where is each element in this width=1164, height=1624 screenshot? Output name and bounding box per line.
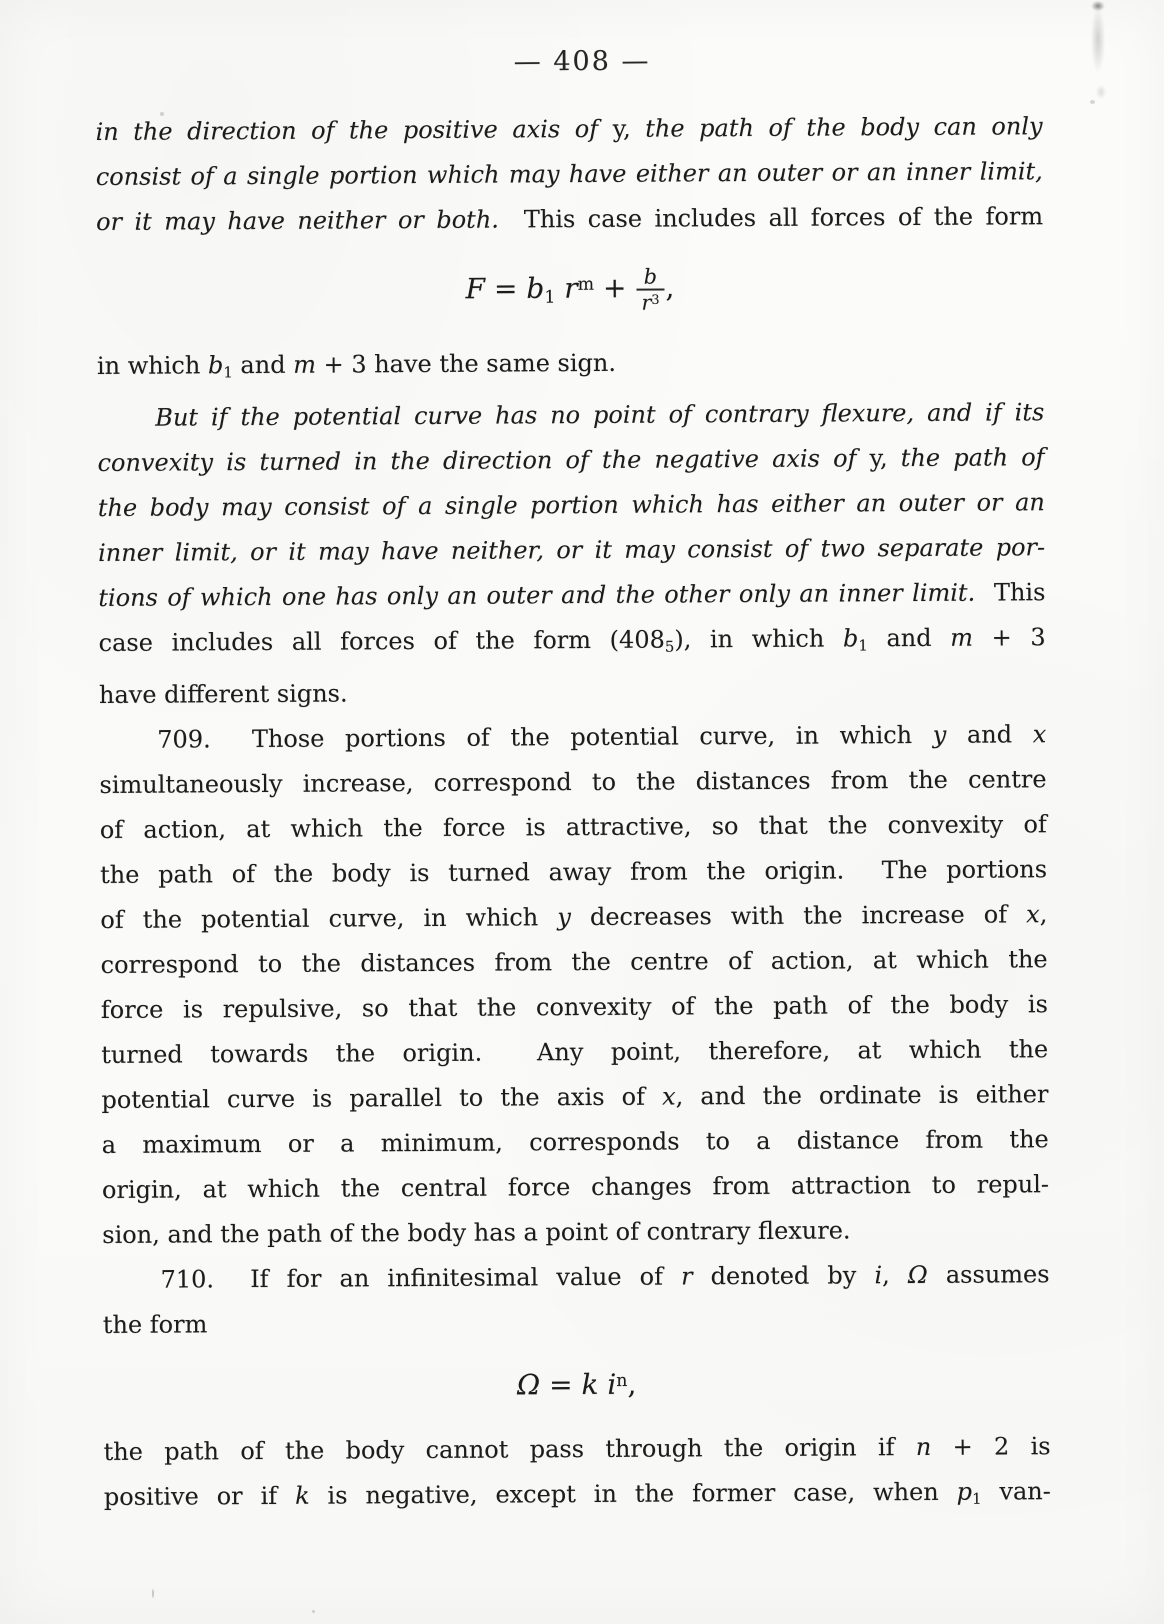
text-segment: i <box>874 1261 883 1290</box>
text-segment: x <box>1032 720 1047 749</box>
text-segment: This case includes all forces of the form <box>498 202 1044 234</box>
text-segment: tions of which one has only an outer and the other only an inner limit. <box>98 578 976 612</box>
text-line <box>102 1207 1049 1258</box>
text-segment: Ω <box>907 1260 928 1290</box>
text-segment: k <box>581 1367 599 1402</box>
paragraph <box>99 712 1049 1258</box>
text-segment: , <box>627 1367 637 1401</box>
text-segment: n <box>915 1433 932 1462</box>
text-segment: p <box>956 1477 973 1506</box>
text-segment: consist of a single portion which may have either an outer or an inner limit, <box>95 157 1043 191</box>
scan-speck <box>152 1589 154 1598</box>
text-line <box>100 892 1047 943</box>
text-segment: F <box>465 272 486 306</box>
text-line <box>99 757 1046 808</box>
text-segment: and <box>867 623 951 653</box>
text-line <box>97 390 1044 441</box>
text-segment: This <box>975 578 1046 607</box>
text-segment: have different signs. <box>98 679 348 710</box>
text-segment: 3 <box>651 293 660 309</box>
text-segment: and <box>946 720 1033 749</box>
text-line <box>98 480 1045 531</box>
text-segment: positive or if <box>103 1482 296 1512</box>
text-line <box>102 1252 1049 1303</box>
text-segment: b <box>207 350 224 380</box>
text-segment: in which <box>96 351 208 380</box>
text-segment: van- <box>981 1477 1051 1506</box>
text-segment: y <box>932 720 947 749</box>
text-segment: denoted by <box>692 1261 875 1291</box>
paragraph <box>95 104 1043 245</box>
fraction <box>636 266 664 315</box>
text-line <box>102 1162 1049 1213</box>
text-segment: But if the potential curve has no point of contrary flexure, and if its <box>155 398 1045 432</box>
text-segment: + 3 <box>972 623 1046 652</box>
text-line <box>97 435 1044 486</box>
text-line <box>99 667 1046 718</box>
text-segment: the path of the body is turned away from the origin. The portions <box>99 855 1048 890</box>
text-segment: origin, at which the central force changes from attraction to repul- <box>101 1170 1050 1205</box>
text-segment: case includes all forces of the form (408 <box>98 625 665 657</box>
text-segment: correspond to the distances from the centre of action, at which the <box>100 945 1048 980</box>
scan-speck <box>312 1610 315 1613</box>
text-segment: n <box>616 1371 628 1392</box>
text-line <box>99 615 1046 673</box>
text-segment: = <box>540 1368 582 1402</box>
text-segment: Ω <box>516 1368 541 1402</box>
text-line <box>99 712 1046 763</box>
text-segment: ), in which <box>674 624 844 654</box>
paragraph <box>102 1252 1050 1348</box>
text-segment: m <box>950 623 974 652</box>
text-line <box>101 1027 1048 1078</box>
text-segment: decreases with the increase of <box>570 900 1027 932</box>
text-segment: m <box>293 350 316 379</box>
text-segment: , <box>665 270 675 305</box>
text-segment: b <box>842 624 859 653</box>
page-number: — 408 — <box>513 45 651 78</box>
formula <box>96 263 1043 318</box>
text-segment: is negative, except in the former case, when <box>309 1477 957 1510</box>
text-segment: 710. If for an infinitesimal value of <box>160 1262 682 1294</box>
text-segment: 1 <box>223 363 233 382</box>
text-line <box>98 525 1045 576</box>
text-segment: or it may have neither or both. <box>95 205 499 236</box>
text-segment: x <box>661 1082 676 1111</box>
text-segment: m <box>577 274 595 295</box>
text-segment: sion, and the path of the body has a point of contrary flexure. <box>102 1216 851 1250</box>
text-line <box>104 1469 1051 1527</box>
text-line <box>100 847 1047 898</box>
text-segment: b <box>643 264 658 289</box>
text-segment: r <box>641 290 652 316</box>
text-line <box>101 1072 1048 1123</box>
text-segment: the path of the body cannot pass through the origin if <box>103 1433 916 1467</box>
text-segment: + <box>593 271 636 305</box>
text-segment: , and the ordinate is either <box>675 1080 1049 1111</box>
text-line <box>102 1117 1049 1168</box>
text-segment: 5 <box>664 637 675 656</box>
text-segment: + 2 is <box>931 1432 1051 1462</box>
text-segment: b <box>526 271 545 305</box>
text-line <box>97 338 1044 396</box>
text-segment <box>555 272 564 305</box>
text-line <box>103 1297 1050 1348</box>
page-body <box>0 42 1164 1527</box>
text-segment: in the direction of the positive axis of <box>95 114 613 146</box>
text-segment: force is repulsive, so that the convexity of the path of the body is <box>100 990 1048 1025</box>
text-segment: the path of <box>887 443 1045 473</box>
text-segment: y, <box>612 114 631 143</box>
text-segment: , <box>882 1261 908 1290</box>
text-segment: inner limit, or it may have neither, or it may consist of two separate por- <box>98 533 1046 567</box>
text-segment: 1 <box>858 636 868 655</box>
text-segment: convexity is turned in the direction of the negative axis of <box>97 444 870 477</box>
text-segment: r <box>680 1262 693 1291</box>
text-segment: k <box>294 1481 310 1511</box>
text-line <box>103 1424 1050 1475</box>
text-segment: 1 <box>971 1489 982 1509</box>
text-segment: 709. Those portions of the potential curve, in which <box>157 720 933 754</box>
text-segment: simultaneously increase, correspond to the distances from the centre <box>99 765 1047 800</box>
text-segment <box>598 1368 607 1401</box>
text-segment: and <box>232 350 294 379</box>
text-segment: = <box>484 271 527 306</box>
text-segment: i <box>607 1367 617 1401</box>
text-segment: turned towards the origin. Any point, therefore, at which the <box>101 1035 1049 1070</box>
text-segment: + 3 have the same sign. <box>315 348 617 379</box>
text-line <box>95 104 1042 155</box>
text-segment: a maximum or a minimum, corresponds to a distance from the <box>101 1125 1049 1160</box>
text-line <box>96 194 1043 245</box>
text-segment: x <box>1026 900 1040 929</box>
text-line <box>100 802 1047 853</box>
paragraph <box>97 390 1046 718</box>
text-segment: assumes <box>927 1260 1050 1289</box>
text-segment: y, <box>869 444 888 473</box>
text-segment: the path of the body can only <box>630 112 1043 143</box>
text-segment: of action, at which the force is attractive, so that the convexity of <box>99 810 1047 845</box>
text-segment: of the potential curve, in which <box>100 903 558 935</box>
text-segment: r <box>564 271 578 305</box>
formula <box>103 1366 1050 1404</box>
text-line <box>101 982 1048 1033</box>
text-segment: y <box>557 903 571 932</box>
paragraph <box>97 338 1044 396</box>
text-segment: 1 <box>544 287 556 308</box>
text-segment: the form <box>102 1310 208 1340</box>
page-content <box>95 104 1051 1527</box>
paragraph <box>103 1424 1051 1527</box>
text-line <box>98 570 1045 621</box>
text-segment: the body may consist of a single portion which has either an outer or an <box>97 488 1045 522</box>
text-line <box>96 149 1043 200</box>
text-segment: , <box>1039 900 1048 929</box>
text-segment: potential curve is parallel to the axis of <box>101 1082 663 1115</box>
text-line <box>100 937 1047 988</box>
